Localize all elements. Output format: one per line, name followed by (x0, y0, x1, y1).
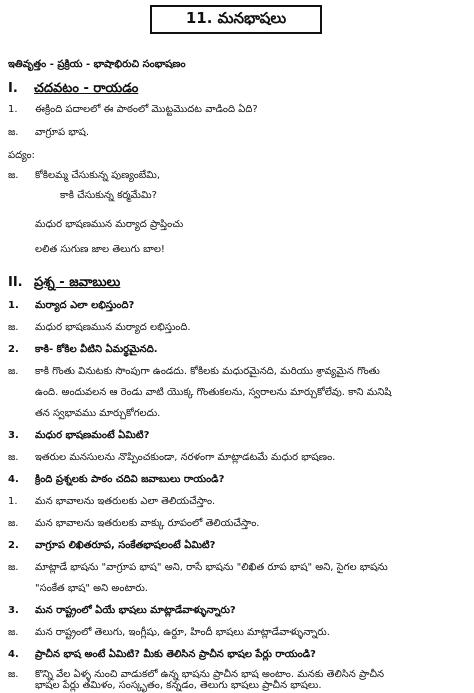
answer-line (8, 321, 191, 335)
lesson-subtitle: ఇతివృత్తం - ప్రక్రియ - భాషాభిరుచి సంభాషణం (8, 59, 186, 70)
item-text: కాకి- కోకిల వీటిని ఏమర్థమైనది. (35, 344, 158, 355)
answer-continuation: ఉంది. అందువలన ఆ రెండు వాటి యొక్క గొంతుకలను, స్వరాలను మార్చుకోలేవు. కాని మనిషి (35, 387, 392, 398)
padyam-label: పద్యం: (8, 150, 35, 161)
item-label: జ. (8, 669, 19, 680)
poem-line (8, 169, 160, 183)
item-text: మాట్లాడే భాషను "వాగ్రూప భాష" అని, రాసే భాషను "లిఖిత రూప భాష" అని, సైగల భాషను (35, 562, 388, 573)
section-title: చదవటం - రాయడం (34, 81, 139, 96)
question-line (8, 473, 224, 487)
item-label: జ. (8, 170, 19, 181)
item-text: మర్యాద ఎలా లభిస్తుంది? (35, 300, 135, 311)
item-label: 1. (8, 104, 18, 115)
item-label: 4. (8, 649, 19, 660)
item-text: మధుర భాషణమంటే ఏమిటి? (35, 430, 150, 441)
poem-line: లలిత సుగుణ జాల తెలుగు బాల! (35, 244, 165, 255)
item-text: కాకి గొంతు వినుటకు సొంపుగా ఉండదు. కోకిలకు మధురమైనది, మరియు శ్రావ్యమైన గొంతు (35, 366, 380, 377)
section-number: I. (8, 81, 18, 96)
item-label: జ. (8, 322, 19, 333)
lesson-title: 11. మనభాషలు (150, 5, 322, 34)
answer-line (8, 561, 388, 575)
answer-line (8, 126, 89, 140)
item-text: ప్రాచీన భాష అంటే ఏమిటి? మీకు తెలిసిన ప్రాచీన భాషల పేర్లు రాయండి? (35, 649, 316, 660)
item-label: 3. (8, 430, 19, 441)
section-heading-qa (8, 275, 120, 293)
answer-continuation: "సంకేత భాష" అని అంటారు. (35, 583, 148, 594)
answer-line (8, 365, 380, 379)
answer-line (8, 626, 330, 640)
item-text: కొన్ని వేల ఏళ్ళ నుంచి వాడుకలో ఉన్న భాషను ప్రాచీన భాష అంటాం. మనకు తెలిసిన ప్రాచీన (35, 669, 384, 680)
item-text: మన భావాలను ఇతరులకు ఎలా తెలియచేస్తాం. (35, 496, 216, 507)
item-label: జ. (8, 127, 19, 138)
item-label: జ. (8, 452, 19, 463)
item-text: మధుర భాషణమున మర్యాద లభిస్తుంది. (35, 322, 191, 333)
answer-line (8, 451, 335, 465)
question-line (8, 299, 134, 313)
question-line (8, 429, 149, 443)
poem-line: కాకి చేసుకున్న కర్మమేమి? (60, 190, 157, 201)
question-line (8, 103, 258, 117)
question-line (8, 343, 158, 357)
item-label: జ. (8, 627, 19, 638)
section-title: ప్రశ్న - జవాబులు (34, 275, 121, 290)
item-text: మన భావాలను ఇతరులకు వాక్కు రూపంలో తెలియచేస్తాం. (35, 518, 260, 529)
sub-question-line (8, 495, 215, 509)
question-line (8, 648, 316, 662)
item-text: ఈక్రింది పదాలలో ఈ పాఠంలో మొట్టమొదట వాడింది ఏది? (35, 104, 258, 115)
question-line (8, 539, 215, 553)
question-line (8, 604, 236, 618)
section-heading-reading-writing (8, 81, 138, 99)
item-text: వాగ్రూప భాష. (35, 127, 89, 138)
item-text: వాగ్రూప లిఖితరూప, సంకేతభాషలంటే ఏమిటి? (35, 540, 216, 551)
item-label: 1. (8, 496, 18, 507)
answer-continuation: తన స్వభావము మార్చుకోగలదు. (35, 408, 161, 419)
item-label: 1. (8, 300, 19, 311)
poem-line: మధుర భాషణమున మర్యాద ప్రాప్తించు (35, 219, 184, 230)
item-text: మన రాష్ట్రంలో తెలుగు, ఇంగ్లీషు, ఉర్దూ, హిందీ భాషలు మాట్లాడేవాళ్ళున్నారు. (35, 627, 330, 638)
item-text: మన రాష్ట్రంలో ఏయే భాషలు మాట్లాడేవాళ్ళున్నారు? (35, 605, 236, 616)
item-label: జ. (8, 562, 19, 573)
answer-continuation: భాషల పేర్లు తమిళం, సంస్కృతం, కన్నడం, తెలుగు భాషలు ప్రాచీన భాషలు. (35, 680, 322, 691)
item-text: ఇతరుల మనసులను నొప్పించకుండా, నరళంగా మాట్లాడటమే మధుర భాషణం. (35, 452, 336, 463)
item-label: జ. (8, 518, 19, 529)
item-label: జ. (8, 366, 19, 377)
answer-line (8, 517, 259, 531)
section-number: II. (8, 275, 23, 290)
item-text: క్రింది ప్రశ్నలకు పాఠం చదివి జవాబులు రాయండి? (35, 474, 225, 485)
item-text: కోకిలమ్మ చేసుకున్న పుణ్యంబేమి, (35, 170, 161, 181)
item-label: 2. (8, 344, 19, 355)
item-label: 2. (8, 540, 19, 551)
item-label: 3. (8, 605, 19, 616)
item-label: 4. (8, 474, 19, 485)
